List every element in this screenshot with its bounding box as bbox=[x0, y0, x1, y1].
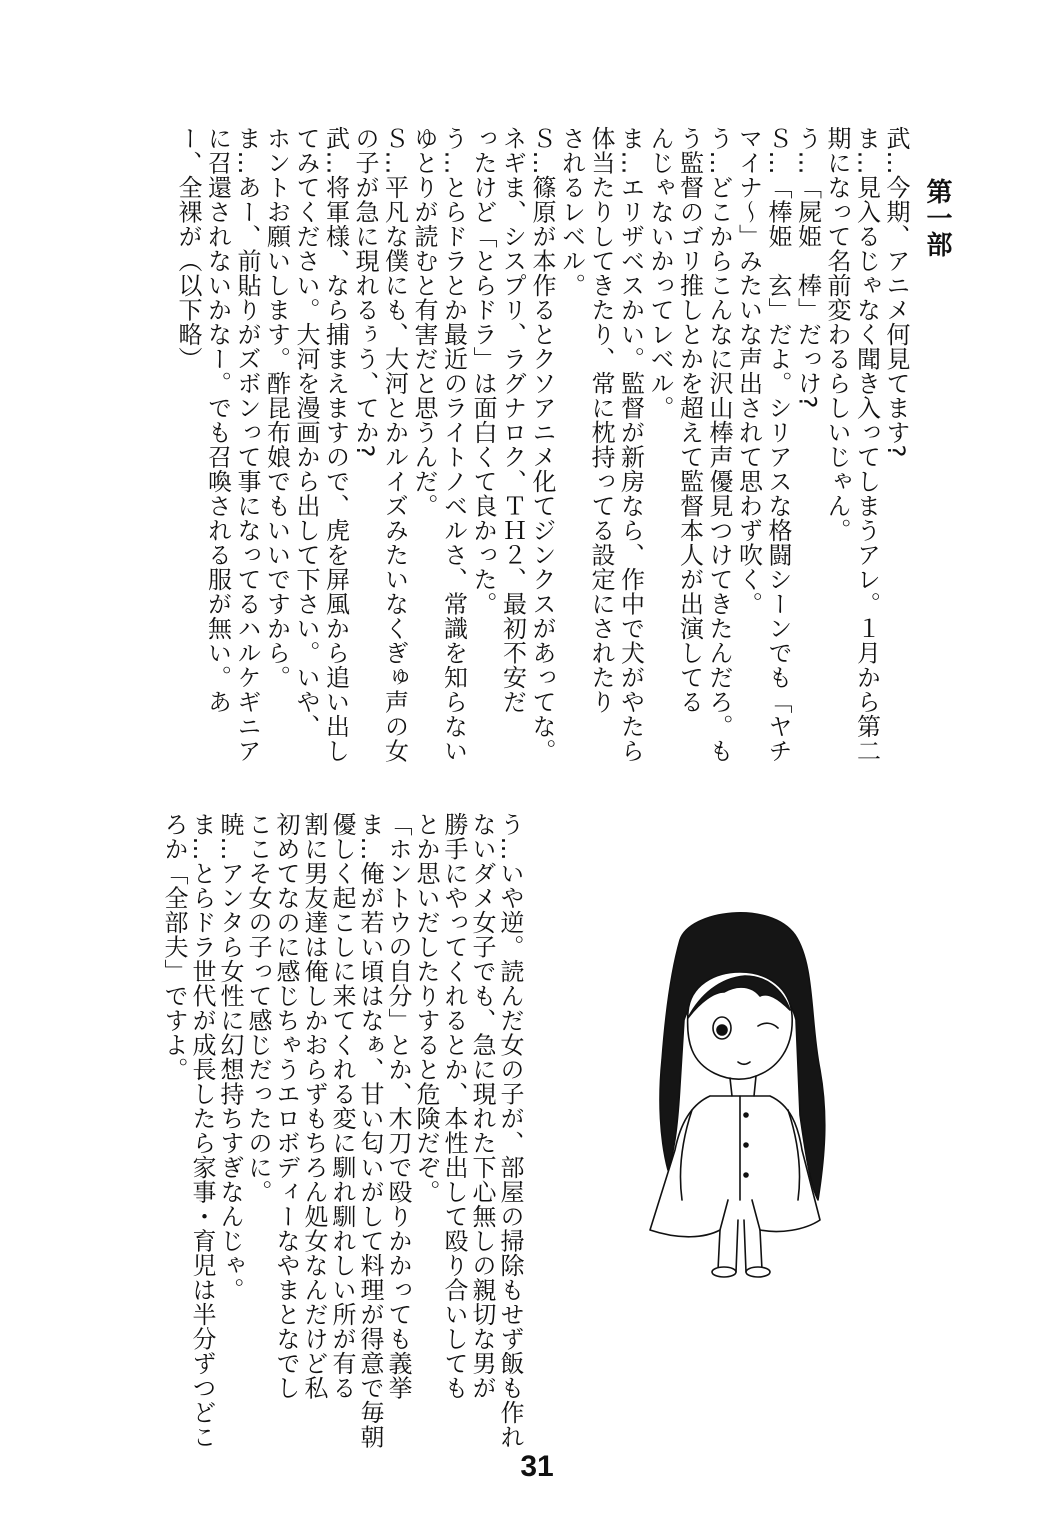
text-column: 武…将軍様、なら捕まえますので、虎を屏風から追い出し bbox=[321, 126, 350, 763]
left-shoe-icon bbox=[712, 1267, 736, 1277]
text-column: ま…俺が若い頃はなぁ、甘い匂いがして料理が得意で毎朝 bbox=[356, 812, 384, 1449]
text-column: されるレベル。 bbox=[557, 126, 586, 298]
text-column: 体当たりしてきたり、常に枕持ってる設定にされたり bbox=[587, 126, 615, 714]
text-column: 期になって名前変わるらしいじゃん。 bbox=[823, 126, 851, 543]
text-column: てみてください。大河を漫画から出して下さい。いや、 bbox=[292, 126, 320, 739]
text-column: ここそ女の子って感じだったのに。 bbox=[244, 812, 272, 1204]
text-column: ネギま、シスプリ、ラグナロク、ＴＨ２、最初不安だ bbox=[498, 126, 527, 714]
text-column: 割に男友達は俺しかおらずもちろん処女なんだけど私 bbox=[300, 812, 328, 1400]
right-shoe-icon bbox=[746, 1267, 770, 1277]
text-column: 暁…アンタら女性に幻想持ちすぎなんじゃ。 bbox=[216, 812, 244, 1302]
text-column: う…いや逆。読んだ女の子が、部屋の掃除もせず飯も作れ bbox=[496, 812, 524, 1449]
text-column: 武…今期、アニメ何見てます? bbox=[882, 126, 910, 458]
text-column: 「ホントウの自分」とか、木刀で殴りかかっても義挙 bbox=[384, 812, 412, 1400]
text-column: ま…エリザベスかい。監督が新房なら、作中で犬がやたら bbox=[616, 126, 645, 763]
page-number: 31 bbox=[520, 1450, 554, 1483]
text-column: の子が急に現れるぅう、てか? bbox=[351, 126, 379, 458]
text-column: ないダメ女子でも、急に現れた下心無しの親切な男が bbox=[468, 812, 496, 1400]
section-title: 第一部 bbox=[922, 178, 952, 258]
text-column: ま…見入るじゃなく聞き入ってしまうアレ。１月から第二 bbox=[852, 126, 881, 763]
text-column: う監督のゴリ推しとかを超えて監督本人が出演してる bbox=[675, 126, 704, 714]
text-column: ゆとりが読むと有害だと思うんだ。 bbox=[410, 126, 438, 518]
text-column: んじゃないかってレベル。 bbox=[646, 126, 674, 420]
text-column: ま…あー、前貼りがズボンって事になってるハルケギニア bbox=[233, 126, 261, 763]
text-column: う…どこからこんなに沢山棒声優見つけてきたんだろ。も bbox=[705, 126, 733, 763]
text-column: う…「屍姫 棒」だっけ? bbox=[793, 126, 822, 409]
text-column: ホントお願いします。酢昆布娘でもいいですから。 bbox=[262, 126, 291, 690]
text-column: に召還されないかなー。でも召喚される服が無い。あ bbox=[203, 126, 232, 714]
text-column: ろか「全部夫」ですよ。 bbox=[160, 812, 188, 1082]
text-column: 勝手にやってくれるとか、本性出して殴り合いしても bbox=[440, 812, 468, 1400]
text-column: 優しく起こしに来てくれる変に馴れ馴れしい所が有る bbox=[328, 812, 356, 1400]
text-column: Ｓ…「棒姫 玄」だよ。シリアスな格闘シーンでも「ヤチ bbox=[764, 126, 792, 763]
text-column: Ｓ…篠原が本作るとクソアニメ化てジンクスがあってな。 bbox=[528, 126, 556, 763]
legs-shape bbox=[718, 1220, 762, 1272]
text-column: 初めてなのに感じちゃうエロボディーなやまとなでし bbox=[272, 812, 300, 1400]
text-column: う…とらドラとか最近のライトノベルさ、常識を知らない bbox=[439, 126, 468, 763]
text-column: ったけど「とらドラ」は面白くて良かった。 bbox=[469, 126, 497, 616]
text-column: Ｓ…平凡な僕にも、大河とかルイズみたいなくぎゅ声の女 bbox=[380, 126, 409, 763]
text-column: とか思いだしたりすると危険だぞ。 bbox=[412, 812, 440, 1204]
text-column: マイナ〜」みたいな声出されて思わず吹く。 bbox=[734, 126, 763, 616]
text-column: ま…とらドラ世代が成長したら家事・育児は半分ずつどこ bbox=[188, 812, 216, 1449]
text-column: ー、全裸が（以下略） bbox=[174, 126, 202, 371]
girl-illustration bbox=[620, 900, 850, 1280]
